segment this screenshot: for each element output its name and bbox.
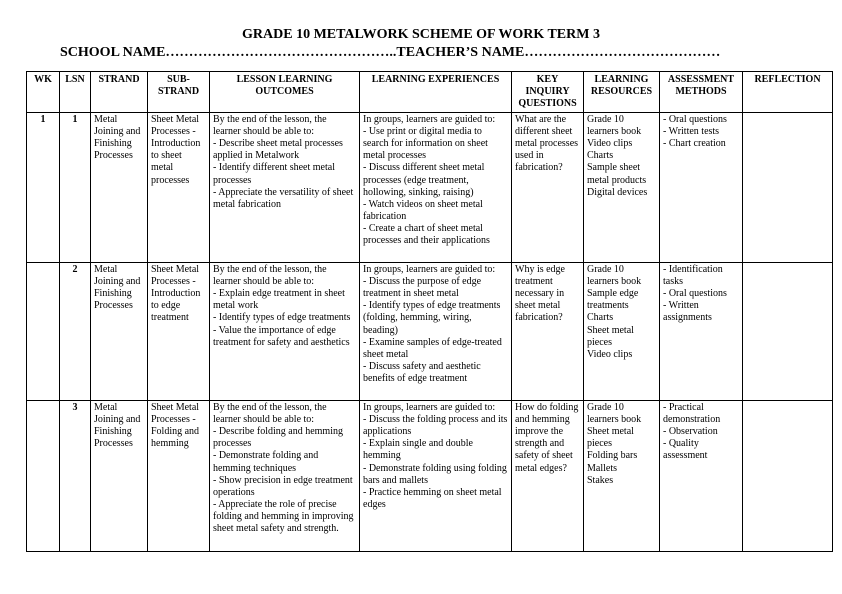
table-header-row	[27, 72, 833, 113]
week-cell	[27, 262, 60, 400]
experiences-cell	[360, 400, 512, 551]
outcomes-cell	[210, 262, 360, 400]
strand-cell: Metal Joining and Finishing Processes	[91, 112, 148, 262]
experiences-cell-line: In groups, learners are guided to:	[363, 401, 496, 413]
reflection-cell	[743, 400, 833, 551]
assessment-cell-line: - Written assignments	[663, 300, 712, 324]
column-header: ASSESSMENT METHODS	[660, 72, 743, 113]
key-question-cell: How do folding and hemming improve the strength and safety of sheet metal edges?	[512, 400, 584, 551]
resources-cell-line: Charts	[587, 312, 614, 324]
lesson-cell: 3	[60, 400, 91, 551]
resources-cell-line: Video clips	[587, 348, 633, 360]
experiences-cell-line: - Explain single and double hemming	[363, 438, 473, 462]
outcomes-cell-line: - Identify types of edge treatments	[213, 312, 351, 324]
resources-cell-line: Stakes	[587, 474, 614, 486]
resources-cell-line: Mallets	[587, 462, 617, 474]
outcomes-cell	[210, 400, 360, 551]
experiences-cell-line: In groups, learners are guided to:	[363, 113, 496, 125]
table-row	[27, 400, 833, 551]
key-question-cell: Why is edge treatment necessary in sheet metal fabrication?	[512, 262, 584, 400]
outcomes-cell-line: - Identify different sheet metal processes	[213, 162, 335, 186]
column-header: LESSON LEARNING OUTCOMES	[210, 72, 360, 113]
assessment-cell-line: - Practical demonstration	[663, 401, 721, 425]
column-header: SUB-STRAND	[148, 72, 210, 113]
experiences-cell-line: - Create a chart of sheet metal processes and their applications	[363, 223, 490, 247]
assessment-cell-line: - Oral questions	[663, 287, 727, 299]
resources-cell-line: Grade 10 learners book	[587, 113, 642, 137]
resources-cell-line: Sample edge treatments	[587, 287, 639, 312]
strand-cell: Metal Joining and Finishing Processes	[91, 400, 148, 551]
resources-cell-line: Sheet metal pieces	[587, 324, 634, 348]
lesson-cell: 2	[60, 262, 91, 400]
resources-cell	[584, 262, 660, 400]
experiences-cell-line: - Examine samples of edge-treated sheet metal	[363, 336, 502, 360]
outcomes-cell-line: By the end of the lesson, the learner should be able to:	[213, 113, 327, 137]
experiences-cell-line: - Use print or digital media to search for information on sheet metal processes	[363, 125, 488, 162]
resources-cell-line: Folding bars	[587, 450, 638, 462]
outcomes-cell-line: - Value the importance of edge treatment for safety and aesthetics	[213, 324, 350, 348]
column-header: REFLECTION	[743, 72, 833, 113]
assessment-cell-line: - Written tests	[663, 125, 720, 137]
assessment-cell-line: - Quality assessment	[663, 438, 708, 462]
outcomes-cell-line: - Show precision in edge treatment operations	[213, 474, 353, 498]
outcomes-cell-line: - Demonstrate folding and hemming techniques	[213, 450, 319, 474]
assessment-cell	[660, 262, 743, 400]
resources-cell-line: Digital devices	[587, 186, 648, 198]
column-header: LEARNING RESOURCES	[584, 72, 660, 113]
experiences-cell-line: - Identify types of edge treatments (folding, hemming, wiring, beading)	[363, 300, 501, 336]
outcomes-cell	[210, 112, 360, 262]
experiences-cell	[360, 262, 512, 400]
outcomes-cell-line: - Describe sheet metal processes applied in Metalwork	[213, 137, 343, 162]
outcomes-cell-line: - Appreciate the role of precise folding and hemming in improving sheet metal safety and strength.	[213, 499, 354, 535]
outcomes-cell-line: - Describe folding and hemming processes	[213, 425, 343, 450]
table-row	[27, 262, 833, 400]
sub-strand-cell: Sheet Metal Processes - Introduction to edge treatment	[148, 262, 210, 400]
sub-strand-cell: Sheet Metal Processes - Introduction to sheet metal processes	[148, 112, 210, 262]
assessment-cell-line: - Chart creation	[663, 137, 726, 149]
reflection-cell	[743, 112, 833, 262]
experiences-cell-line: - Watch videos on sheet metal fabrication	[363, 198, 483, 223]
resources-cell-line: Sample sheet metal products	[587, 162, 647, 186]
lesson-cell: 1	[60, 112, 91, 262]
column-header: STRAND	[91, 72, 148, 113]
column-header: LEARNING EXPERIENCES	[360, 72, 512, 113]
resources-cell-line: Charts	[587, 150, 614, 162]
experiences-cell-line: - Discuss the folding process and its applications	[363, 413, 508, 437]
experiences-cell-line: - Discuss safety and aesthetic benefits of edge treatment	[363, 361, 481, 385]
column-header: KEY INQUIRY QUESTIONS	[512, 72, 584, 113]
assessment-cell-line: - Oral questions	[663, 113, 727, 125]
sub-strand-cell: Sheet Metal Processes - Folding and hemming	[148, 400, 210, 551]
scheme-of-work-table	[26, 71, 833, 552]
outcomes-cell-line: - Appreciate the versatility of sheet metal fabrication	[213, 186, 354, 210]
strand-cell: Metal Joining and Finishing Processes	[91, 262, 148, 400]
experiences-cell-line: - Demonstrate folding using folding bars and mallets	[363, 462, 507, 486]
column-header: LSN	[60, 72, 91, 113]
resources-cell-line: Grade 10 learners book	[587, 401, 642, 425]
reflection-cell	[743, 262, 833, 400]
week-cell	[27, 400, 60, 551]
resources-cell	[584, 400, 660, 551]
resources-cell-line: Grade 10 learners book	[587, 263, 642, 287]
assessment-cell	[660, 112, 743, 262]
experiences-cell-line: - Practice hemming on sheet metal edges	[363, 486, 502, 511]
outcomes-cell-line: - Explain edge treatment in sheet metal work	[213, 287, 345, 312]
resources-cell-line: Sheet metal pieces	[587, 425, 634, 450]
column-header: WK	[27, 72, 60, 113]
week-cell: 1	[27, 112, 60, 262]
outcomes-cell-line: By the end of the lesson, the learner should be able to:	[213, 401, 327, 425]
experiences-cell	[360, 112, 512, 262]
table-row	[27, 112, 833, 262]
resources-cell-line: Video clips	[587, 137, 633, 149]
resources-cell	[584, 112, 660, 262]
experiences-cell-line: In groups, learners are guided to:	[363, 263, 496, 275]
outcomes-cell-line: By the end of the lesson, the learner should be able to:	[213, 263, 327, 287]
key-question-cell: What are the different sheet metal processes used in fabrication?	[512, 112, 584, 262]
document-title: GRADE 10 METALWORK SCHEME OF WORK TERM 3	[242, 27, 600, 42]
assessment-cell-line: - Identification tasks	[663, 263, 723, 287]
assessment-cell-line: - Observation	[663, 425, 718, 437]
school-teacher-names-line: SCHOOL NAME…………………………………………..TEACHER’S NAME……………………………………	[60, 45, 721, 60]
experiences-cell-line: - Discuss the purpose of edge treatment in sheet metal	[363, 275, 482, 299]
experiences-cell-line: - Discuss different sheet metal processes (edge treatment, hollowing, sinking, raising)	[363, 162, 485, 198]
assessment-cell	[660, 400, 743, 551]
